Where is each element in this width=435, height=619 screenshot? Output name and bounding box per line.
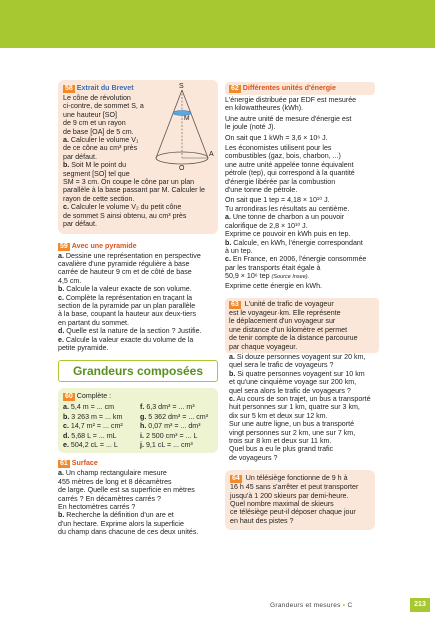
- ex59-question-e: e. Calcule la valeur exacte du volume de la petite pyramide.: [58, 335, 194, 352]
- ex61-question-a: a. Un champ rectangulaire mesure 455 mètres de long et 8 décamètres de large. Quelle est sa superficie en mètres carrés ? En décamètres carrés ? En hectomètres carrés ?: [58, 469, 195, 512]
- conversion-grid: [63, 403, 213, 449]
- exercise-number: 61: [60, 460, 68, 468]
- ex58-question-c: c. Calculer le volume V₂ du petit cône de sommet S ainsi obtenu, au cm³ près par défaut.: [63, 203, 187, 229]
- right-column: [225, 80, 375, 538]
- list-item: g. 5 362 dm³ = ... cm³: [140, 412, 209, 421]
- source-note: (Source Insee).: [271, 274, 310, 281]
- list-item: h. 0,07 m³ = ... dm³: [140, 422, 201, 431]
- list-item: e. 504,2 cL = ... L: [63, 441, 118, 449]
- ex58-question-b-start: b. Soit M le point du segment [SO] tel que: [63, 161, 130, 178]
- header-bar: [0, 0, 435, 48]
- ex63-question-a: a. Si douze personnes voyagent sur 20 km, quel sera le trafic de voyageurs ?: [229, 352, 366, 370]
- ex63-question-b: b. Si quatre personnes voyagent sur 10 km et qu'une cinquième voyage sur 200 km, quel sera alors le trafic de voyageurs ?: [229, 369, 365, 395]
- ex59-question-c: c. Complète la représentation en traçant la section de la pyramide par un plan parallèle à la base, coupant la hauteur aux deux-tiers en partant du sommet.: [58, 293, 197, 327]
- exercise-number: 60: [65, 393, 73, 401]
- ex62-heading: [225, 82, 375, 95]
- section-title: Grandeurs composées: [58, 360, 218, 382]
- exercise-title: Surface: [71, 459, 98, 468]
- exercise-title: Complète :: [76, 392, 112, 401]
- ex61-question-b: b. Recherche la définition d'un are et d'un hectare. Exprime alors la superficie du champ dans chacune de ces deux unités.: [58, 511, 199, 537]
- list-item: j. 9,1 cL = ... cm³: [140, 441, 193, 449]
- ex62-p3: On sait que 1 kWh = 3,6 × 10⁶ J.: [225, 133, 328, 142]
- exercise-number: 63: [231, 300, 239, 308]
- exercise-title: Avec une pyramide: [71, 241, 137, 250]
- exercise-60: [58, 388, 218, 453]
- ex59-question-a: a. Dessine une représentation en perspective cavalière d'une pyramide régulière à base carrée de hauteur 9 cm et de côté de base 4,5 cm.: [58, 251, 201, 285]
- footer-chapter: Grandeurs et mesures • C: [270, 602, 353, 609]
- ex62-p2: Une autre unité de mesure d'énergie est le joule (noté J).: [225, 114, 352, 132]
- ex59-question-b: b. Calcule la valeur exacte de son volume.: [58, 285, 192, 294]
- list-item: i. 2 500 cm³ = ... L: [140, 431, 198, 440]
- ex63-question-c: c. Au cours de son trajet, un bus a transporté huit personnes sur 1 km, quatre sur 3 km, dix sur 5 km et deux sur 12 km. Sur une autre ligne, un bus a transporté vingt personnes sur 2 km, une sur 7 km, trois sur 8 km et deux sur 11 km. Quel bus a eu le plus grand trafic de voyageurs ?: [229, 395, 371, 462]
- ex60-heading: [63, 392, 213, 401]
- ex62-p6: Tu arrondiras les résultats au centième.: [225, 204, 350, 213]
- footer-separator: •: [342, 602, 346, 609]
- ex62-p4: Les économistes utilisent pour les combustibles (gaz, bois, charbon, ...) une autre unité appelée tonne équivalent pétrole (tep), qui correspond à la quantité d'énergie libérée par la combustion d'une tonne de pétrole.: [225, 144, 355, 195]
- ex62-question-c: c. En France, en 2006, l'énergie consommée par les transports était égale à 50,9 × 10⁶ tep (Source Insee). Exprime cette énergie en kWh.: [225, 255, 367, 290]
- list-item: d. 5,68 L = ... mL: [63, 431, 117, 440]
- fig-label-m: M: [184, 115, 190, 122]
- ex59-question-d: d. Quelle est la nature de la section ? Justifie.: [58, 327, 202, 336]
- exercise-title: Différentes unités d'énergie: [242, 84, 336, 92]
- exercise-title: Extrait du Brevet: [76, 84, 134, 92]
- ex59-heading: [58, 242, 218, 251]
- exercise-63: [225, 298, 375, 462]
- fig-label-a: A: [209, 151, 214, 158]
- ex58-question-b-rest: SM = 3 cm. On coupe le cône par un plan parallèle à la base passant par M. Calculer le rayon de cette section.: [63, 178, 205, 203]
- ex58-question-a: a. Calculer le volume V₁ de ce cône au cm³ près par défaut.: [63, 136, 139, 161]
- fig-label-o: O: [179, 165, 185, 172]
- list-item: c. 14,7 m² = ... cm²: [63, 422, 123, 431]
- exercise-62: [225, 80, 375, 290]
- ex63-intro: 63 L'unité de trafic de voyageur est le voyageur·km. Elle représente le déplacement d'un voyageur sur une distance d'un kilomètre et permet de tenir compte de la distance parcourue par chaque voyageur.: [225, 298, 379, 353]
- exercise-58: [58, 80, 218, 234]
- exercise-number: 59: [60, 242, 68, 250]
- list-item: a. 5,4 m = ... cm: [63, 403, 115, 412]
- page-number: 213: [410, 598, 430, 612]
- exercise-59: [58, 242, 218, 353]
- ex62-p5: On sait que 1 tep = 4,18 × 10¹⁰ J.: [225, 196, 330, 205]
- exercise-number: 62: [231, 85, 239, 92]
- list-item: f. 6,3 dm³ = ... m³: [140, 403, 195, 412]
- list-item: b. 3 263 m = ... km: [63, 412, 123, 421]
- exercise-61: [58, 459, 218, 536]
- left-column: [58, 80, 218, 545]
- ex61-heading: [58, 459, 218, 468]
- exercise-number: 58: [65, 85, 73, 92]
- ex62-question-b: b. Calcule, en kWh, l'énergie correspondant à un tep.: [225, 238, 363, 255]
- ex62-question-a: a. Une tonne de charbon a un pouvoir calorifique de 2,8 × 10¹⁰ J. Exprime ce pouvoir en kWh puis en tep.: [225, 213, 351, 239]
- exercise-64: 64 Un télésiège fonctionne de 9 h à 16 h 45 sans s'arrêter et peut transporter jusqu'à 1 200 skieurs par demi-heure. Quel nombre maximal de skieurs ce télésiège peut-il déposer chaque jour en haut des pistes ?: [225, 470, 375, 530]
- fig-label-s: S: [179, 83, 184, 90]
- cone-figure: [152, 82, 216, 174]
- ex58-intro: Le cône de révolution ci-contre, de sommet S, a une hauteur [SO] de 9 cm et un rayon de base [OA] de 5 cm.: [63, 94, 144, 136]
- exercise-number: 64: [232, 475, 240, 483]
- ex62-p1: L'énergie distribuée par EDF est mesurée en kilowattheures (kWh).: [225, 96, 357, 113]
